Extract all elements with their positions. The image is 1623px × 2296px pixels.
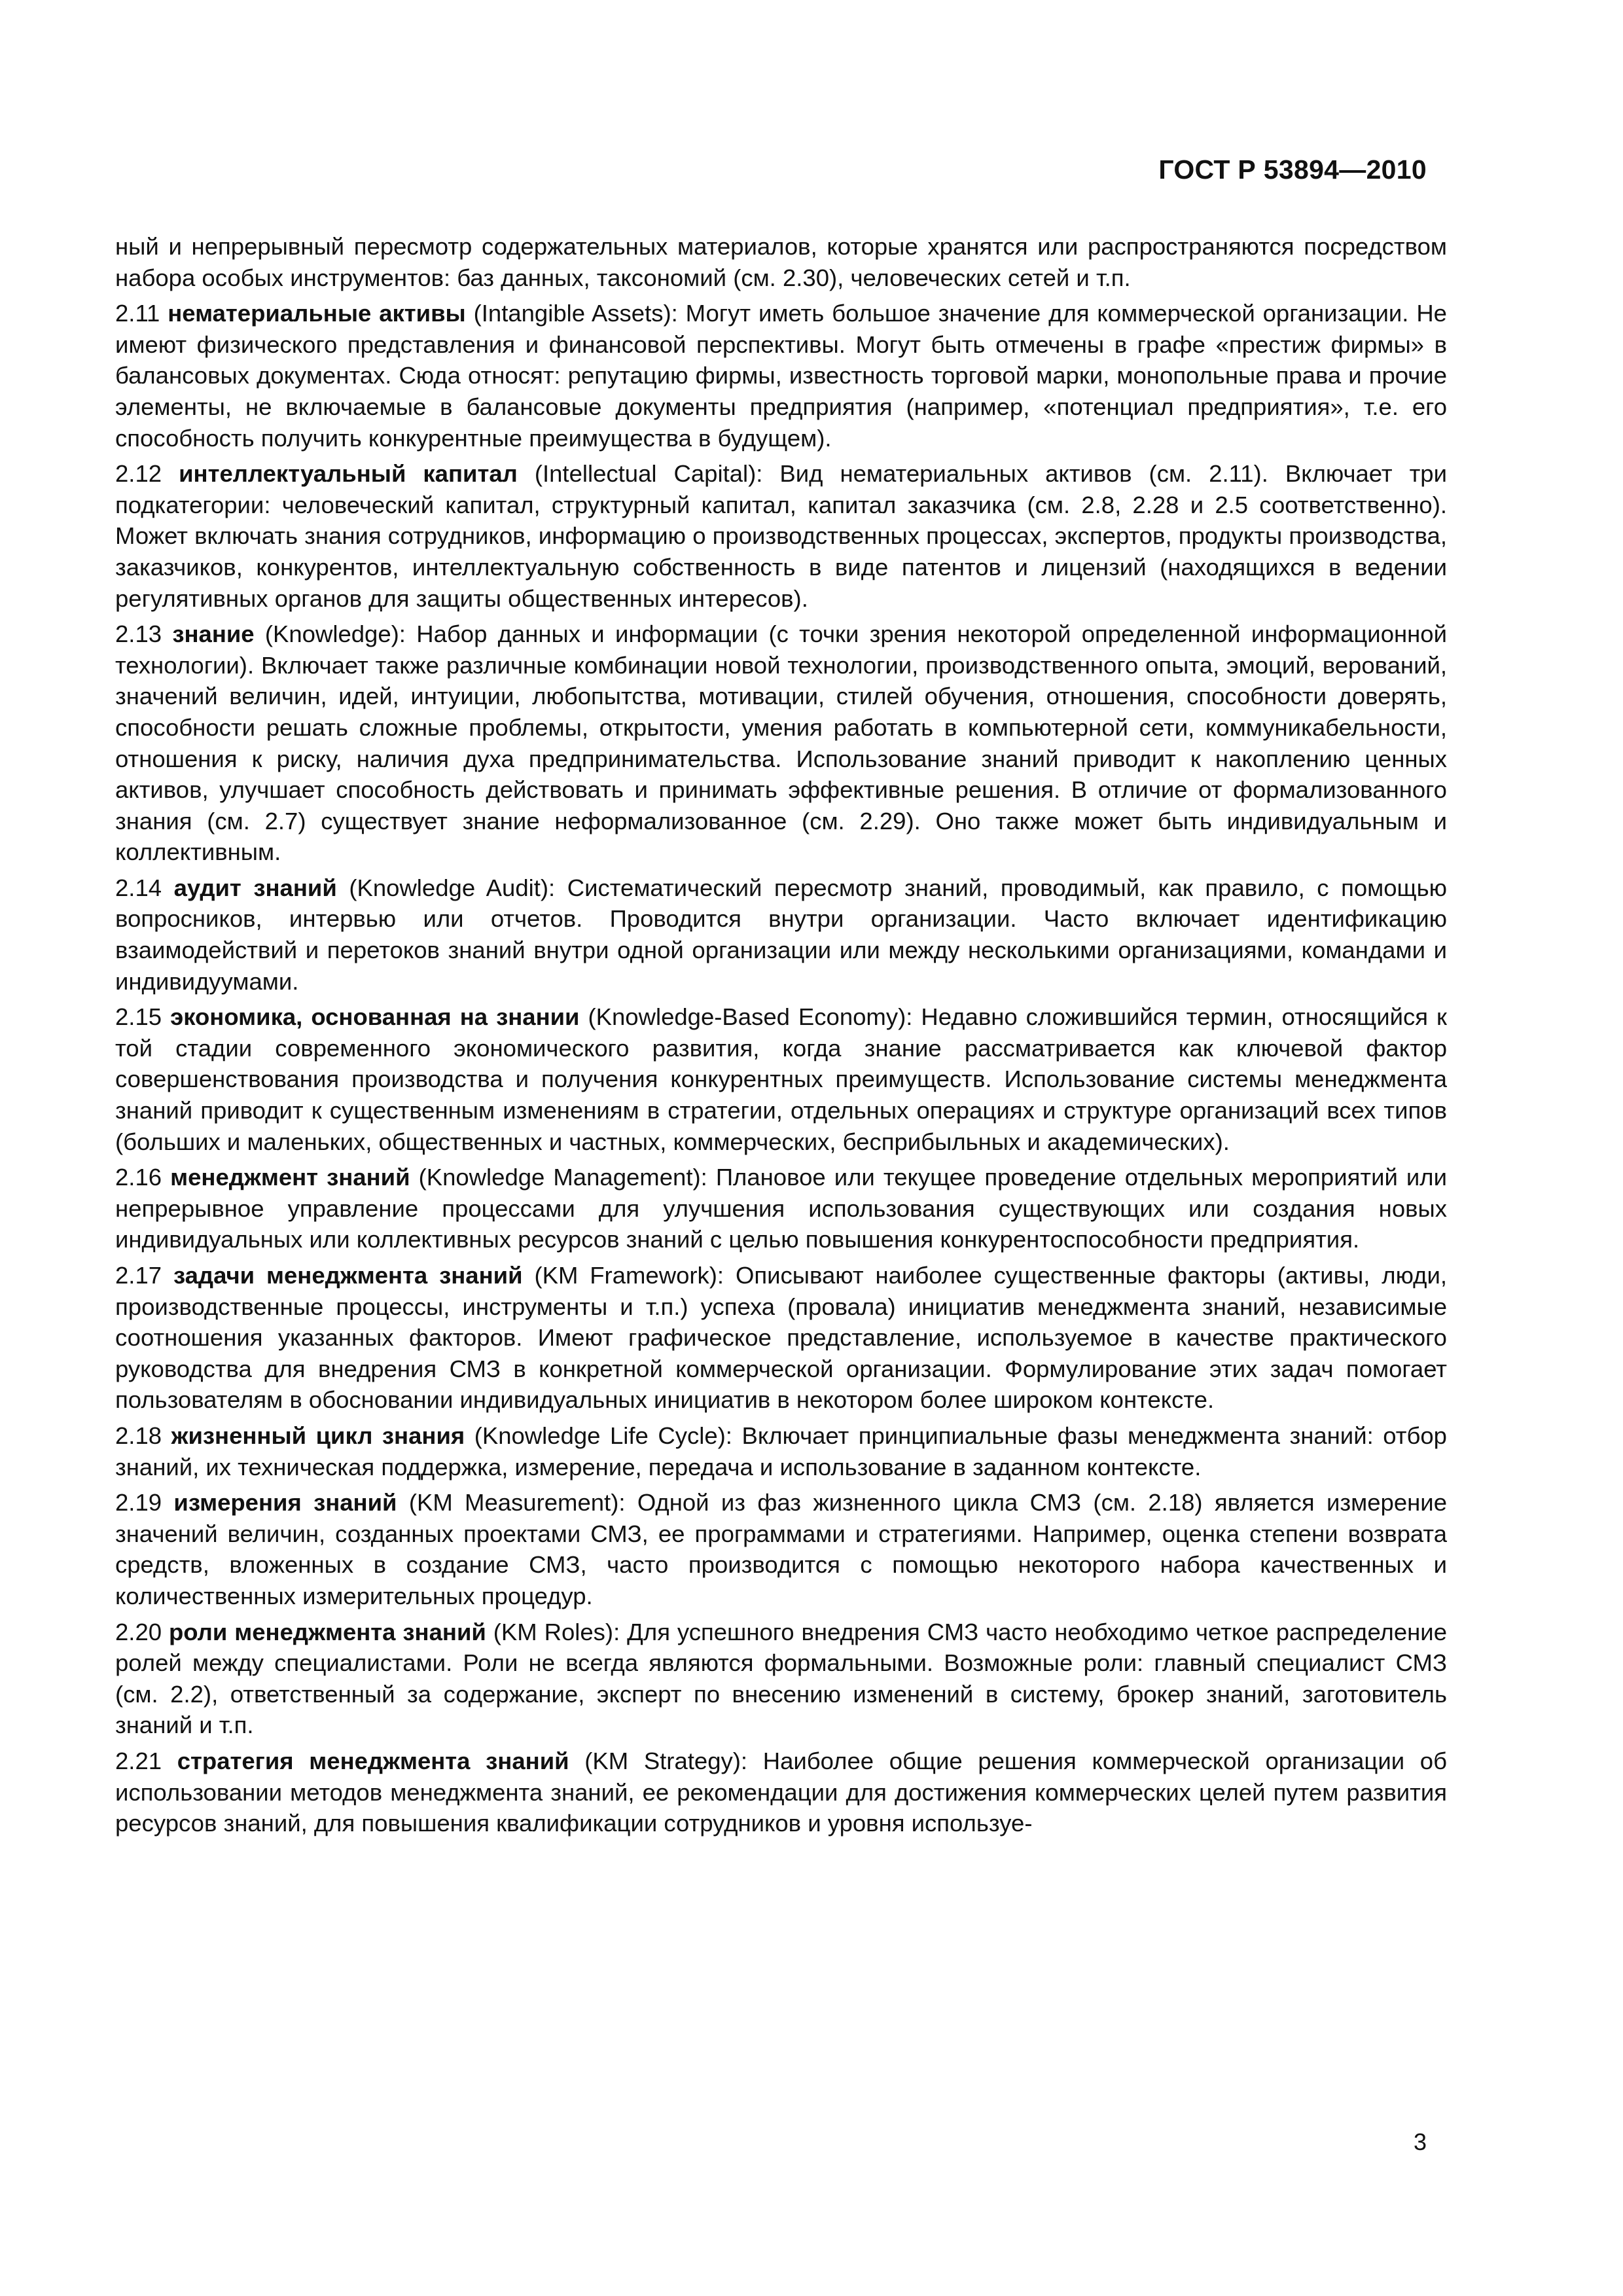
entry-definition: (Knowledge): Набор данных и информации (с точки зрения некоторой определенной информационной технологии). Включает также различные комбинации новой технологии, производственного опыта, эмоций, верований, значений величин, идей, интуиции, любопытства, мотивации, стилей обучения, отношения, способности доверять, способности решать сложные проблемы, открытости, умения работать в компьютерной сети, коммуникабельности, отношения к риску, наличия духа предпринимательства. Использование знаний приводит к накоплению ценных активов, улучшает способность действовать и принимать эффективные решения. В отличие от формализованного знания (см. 2.7) существует знание неформализованное (см. 2.29). Оно также может быть индивидуальным и коллективным. (115, 620, 1447, 866)
entry-term: аудит знаний (173, 874, 337, 901)
intro-paragraph: ный и непрерывный пересмотр содержательных материалов, которые хранятся или распространяются посредством набора особых инструментов: баз данных, таксономий (см. 2.30), человеческих сетей и т.п. (115, 233, 1447, 291)
entry-number: 2.19 (115, 1489, 162, 1516)
entry-term: роли менеджмента знаний (169, 1618, 486, 1645)
term-entry (115, 1746, 1447, 1839)
entry-term: интеллектуальный капитал (179, 460, 518, 488)
term-entry (115, 619, 1447, 868)
entry-number: 2.13 (115, 620, 162, 648)
entry-definition: (Intangible Assets): Могут иметь большое значение для коммерческой организации. Не имеют физического представления и финансовой перспективы. Могут быть отмечены в графе «престиж фирмы» в балансовых документах. Сюда относят: репутацию фирмы, известность торговой марки, монопольные права и прочие элементы, не включаемые в балансовые документы предприятия (например, «потенциал предприятия», т.е. его способность получить конкурентные преимущества в будущем). (115, 300, 1447, 452)
entry-number: 2.15 (115, 1003, 162, 1031)
term-entry (115, 1162, 1447, 1255)
term-entry (115, 458, 1447, 614)
term-entry (115, 1617, 1447, 1741)
entry-definition: (KM Framework): Описывают наиболее существенные факторы (активы, люди, производственные процессы, инструменты и т.п.) успеха (провала) инициатив менеджмента знаний, независимые соотношения указанных факторов. Имеют графическое представление, используемое в качестве практического руководства для внедрения СМЗ в конкретной коммерческой организации. Формулирование этих задач помогает пользователям в обосновании индивидуальных инициатив в некотором более широком контексте. (115, 1262, 1447, 1414)
page-number: 3 (1413, 2128, 1427, 2155)
entry-definition: (Knowledge Life Cycle): Включает принципиальные фазы менеджмента знаний: отбор знаний, их техническая поддержка, измерение, передача и использование в заданном контексте. (115, 1422, 1447, 1480)
term-entries (115, 298, 1447, 1839)
entry-term: задачи менеджмента знаний (173, 1262, 523, 1289)
entry-number: 2.20 (115, 1618, 162, 1645)
entry-definition: (Knowledge Management): Плановое или текущее проведение отдельных мероприятий или непрерывное управление процессами для улучшения использования существующих или создания новых индивидуальных или коллективных ресурсов знаний с целью повышения конкурентоспособности предприятия. (115, 1164, 1447, 1253)
entry-definition: (KM Measurement): Одной из фаз жизненного цикла СМЗ (см. 2.18) является измерение значений величин, созданных проектами СМЗ, ее программами и стратегиями. Например, оценка степени возврата средств, вложенных в создание СМЗ, часто производится с помощью некоторого набора качественных и количественных измерительных процедур. (115, 1489, 1447, 1609)
entry-term: знание (172, 620, 255, 648)
standard-header: ГОСТ Р 53894—2010 (1158, 154, 1427, 185)
entry-definition: (Knowledge Audit): Систематический пересмотр знаний, проводимый, как правило, с помощью вопросников, интервью или отчетов. Проводится внутри организации. Часто включает идентификацию взаимодействий и перетоков знаний внутри одной организации или между несколькими организациями, командами и индивидуумами. (115, 874, 1447, 995)
entry-definition: (Intellectual Capital): Вид нематериальных активов (см. 2.11). Включает три подкатегории: человеческий капитал, структурный капитал, капитал заказчика (см. 2.8, 2.28 и 2.5 соответственно). Может включать знания сотрудников, информацию о производственных процессах, экспертов, продукты производства, заказчиков, конкурентов, интеллектуальную собственность в виде патентов и лицензий (находящихся в ведении регулятивных органов для защиты общественных интересов). (115, 460, 1447, 612)
entry-term: экономика, основанная на знании (170, 1003, 580, 1031)
entry-number: 2.14 (115, 874, 162, 901)
term-entry (115, 872, 1447, 997)
entry-term: менеджмент знаний (170, 1164, 410, 1191)
entry-definition: (KM Roles): Для успешного внедрения СМЗ часто необходимо четкое распределение ролей между специалистами. Роли не всегда являются формальными. Возможные роли: главный специалист СМЗ (см. 2.2), ответственный за содержание, эксперт по внесению изменений в систему, брокер знаний, заготовитель знаний и т.п. (115, 1618, 1447, 1739)
entry-number: 2.11 (115, 300, 160, 327)
entry-number: 2.12 (115, 460, 162, 488)
document-body (115, 231, 1447, 1844)
entry-term: нематериальные активы (168, 300, 466, 327)
entry-term: измерения знаний (173, 1489, 397, 1516)
term-entry (115, 1420, 1447, 1482)
term-entry (115, 1001, 1447, 1157)
term-entry (115, 1487, 1447, 1611)
entry-number: 2.16 (115, 1164, 162, 1191)
entry-number: 2.18 (115, 1422, 162, 1449)
entry-term: жизненный цикл знания (171, 1422, 465, 1449)
term-entry (115, 1260, 1447, 1416)
entry-definition: (KM Strategy): Наиболее общие решения коммерческой организации об использовании методов менеджмента знаний, ее рекомендации для достижения коммерческих целей путем развития ресурсов знаний, для повышения квалификации сотрудников и уровня используе- (115, 1747, 1447, 1837)
entry-number: 2.17 (115, 1262, 162, 1289)
term-entry (115, 298, 1447, 454)
entry-number: 2.21 (115, 1747, 162, 1774)
entry-term: стратегия менеджмента знаний (177, 1747, 569, 1774)
entry-definition: (Knowledge-Based Economy): Недавно сложившийся термин, относящийся к той стадии современного экономического развития, когда знание рассматривается как ключевой фактор совершенствования производства и получения конкурентных преимуществ. Использование системы менеджмента знаний приводит к существенным изменениям в стратегии, отдельных операциях и структуре организаций всех типов (больших и маленьких, общественных и частных, коммерческих, бесприбыльных и академических). (115, 1003, 1447, 1155)
